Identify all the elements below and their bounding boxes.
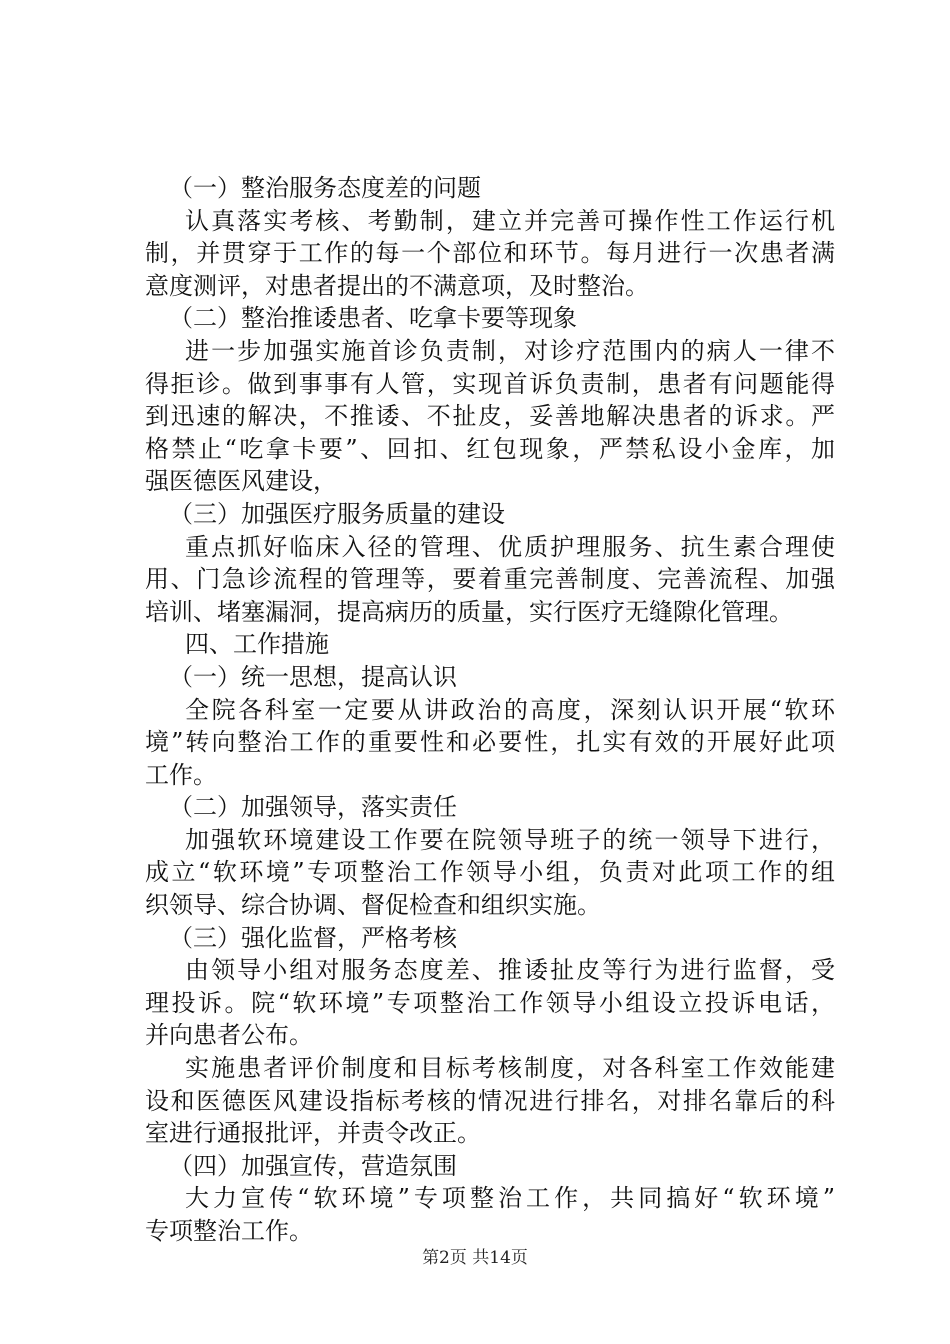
section-heading <box>145 172 835 205</box>
text-line: 重点抓好临床入径的管理、优质护理服务、抗生素合理使 <box>185 532 835 561</box>
text-line: 理投诉。院“软环境”专项整治工作领导小组设立投诉电话， <box>145 988 835 1017</box>
text-line: 加强软环境建设工作要在院领导班子的统一领导下进行， <box>185 825 835 854</box>
text-line: 格禁止“吃拿卡要”、回扣、红包现象，严禁私设小金库，加 <box>145 434 835 463</box>
paragraph <box>145 205 835 303</box>
text-line: 全院各科室一定要从讲政治的高度，深刻认识开展“软环 <box>185 695 835 724</box>
section-heading <box>145 1150 835 1183</box>
section-heading <box>145 661 835 694</box>
paragraph <box>145 531 835 629</box>
section-heading <box>145 498 835 531</box>
paragraph <box>145 1182 835 1247</box>
paragraph <box>145 824 835 922</box>
text-line: 大力宣传“软环境”专项整治工作，共同搞好“软环境” <box>185 1184 835 1213</box>
text-line: （三）加强医疗服务质量的建设 <box>169 499 505 528</box>
text-line: 制，并贯穿于工作的每一个部位和环节。每月进行一次患者满 <box>145 239 835 268</box>
section-heading <box>145 302 835 335</box>
paragraph <box>145 954 835 1052</box>
paragraph <box>145 694 835 792</box>
text-line: （三）强化监督，严格考核 <box>169 923 457 952</box>
text-line: （二）整治推诿患者、吃拿卡要等现象 <box>169 304 577 333</box>
text-line: 工作。 <box>145 760 217 789</box>
text-line: 强医德医风建设， <box>145 467 337 496</box>
text-line: 织领导、综合协调、督促检查和组织实施。 <box>145 891 601 920</box>
section-heading <box>145 791 835 824</box>
text-line: （一）统一思想，提高认识 <box>169 662 457 691</box>
text-line: 培训、堵塞漏洞，提高病历的质量，实行医疗无缝隙化管理。 <box>145 597 793 626</box>
paragraph <box>145 1052 835 1150</box>
text-line: 境”转向整治工作的重要性和必要性，扎实有效的开展好此项 <box>145 728 835 757</box>
text-line: 到迅速的解决，不推诿、不扯皮，妥善地解决患者的诉求。严 <box>145 402 835 431</box>
text-line: 进一步加强实施首诊负责制，对诊疗范围内的病人一律不 <box>185 336 835 365</box>
text-line: 室进行通报批评，并责令改正。 <box>145 1119 481 1148</box>
text-line: 实施患者评价制度和目标考核制度，对各科室工作效能建 <box>185 1054 835 1083</box>
text-line: 意度测评，对患者提出的不满意项，及时整治。 <box>145 271 649 300</box>
text-line: 认真落实考核、考勤制，建立并完善可操作性工作运行机 <box>185 206 835 235</box>
text-line: 由领导小组对服务态度差、推诿扯皮等行为进行监督，受 <box>185 956 835 985</box>
paragraph <box>145 335 835 498</box>
section-heading <box>145 922 835 955</box>
section-title <box>145 628 835 661</box>
text-line: （四）加强宣传，营造氛围 <box>169 1151 457 1180</box>
text-line: 成立“软环境”专项整治工作领导小组，负责对此项工作的组 <box>145 858 835 887</box>
text-line: 专项整治工作。 <box>145 1217 313 1245</box>
text-line: 设和医德医风建设指标考核的情况进行排名，对排名靠后的科 <box>145 1086 835 1115</box>
text-line: （一）整治服务态度差的问题 <box>169 174 481 202</box>
text-line: 得拒诊。做到事事有人管，实现首诉负责制，患者有问题能得 <box>145 369 835 398</box>
text-line: 并向患者公布。 <box>145 1021 313 1050</box>
page-footer: 第2页 共14页 <box>422 1248 528 1268</box>
text-line: （二）加强领导，落实责任 <box>169 793 457 822</box>
text-line: 用、门急诊流程的管理等，要着重完善制度、完善流程、加强 <box>145 565 835 594</box>
document-body <box>145 172 835 1248</box>
text-line: 四、工作措施 <box>185 630 329 659</box>
